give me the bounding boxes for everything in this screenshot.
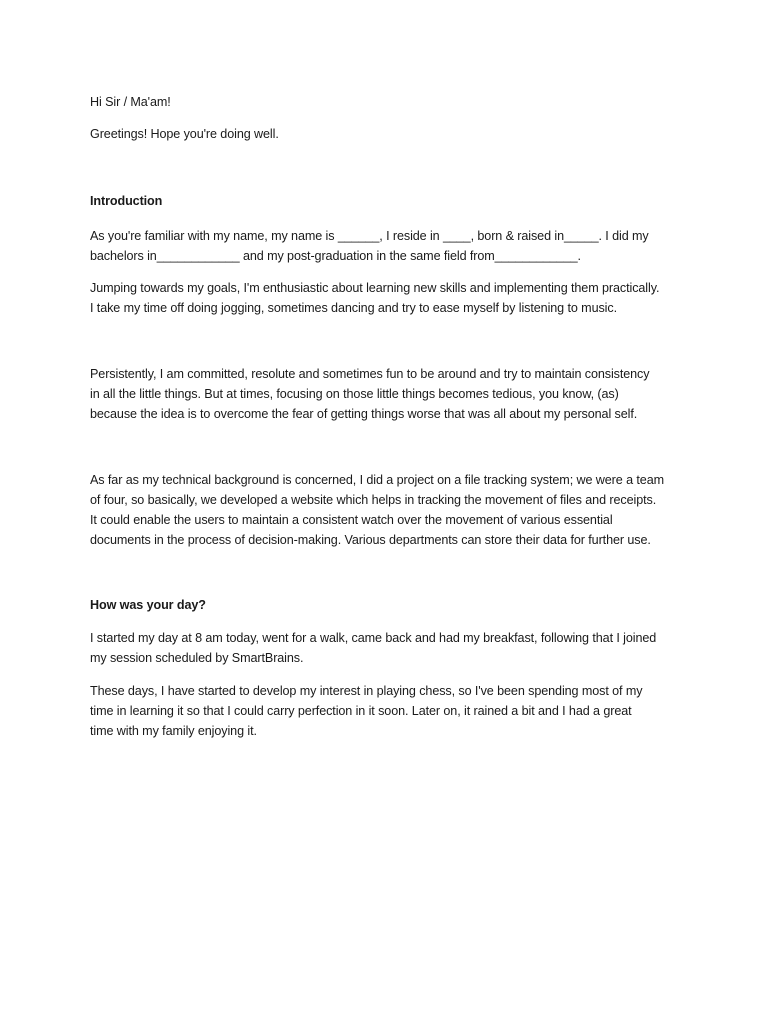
technical-paragraph-line: documents in the process of decision-making. Various departments can store their data for further use. [90,533,651,547]
salutation: Hi Sir / Ma'am! [90,95,171,109]
technical-paragraph-line: It could enable the users to maintain a consistent watch over the movement of various essential [90,513,613,527]
day-paragraph-line: my session scheduled by SmartBrains. [90,651,304,665]
introduction-heading: Introduction [90,194,163,208]
intro-paragraph-line: bachelors in____________ and my post-graduation in the same field from____________. [90,249,581,263]
day-paragraph-line: I started my day at 8 am today, went for a walk, came back and had my breakfast, following that I joined [90,631,657,645]
chess-paragraph-line: These days, I have started to develop my interest in playing chess, so I've been spending most of my [90,684,643,698]
chess-paragraph-line: time with my family enjoying it. [90,724,257,738]
persistence-paragraph-line: Persistently, I am committed, resolute and sometimes fun to be around and try to maintain consistency [90,367,650,381]
day-heading: How was your day? [90,598,206,612]
technical-paragraph-line: of four, so basically, we developed a website which helps in tracking the movement of files and receipts. [90,493,657,507]
persistence-paragraph-line: because the idea is to overcome the fear of getting things worse that was all about my personal self. [90,407,638,421]
intro-paragraph-line: As you're familiar with my name, my name is ______, I reside in ____, born & raised in_____. I did my [90,229,649,243]
chess-paragraph-line: time in learning it so that I could carry perfection in it soon. Later on, it rained a bit and I had a great [90,704,632,718]
technical-paragraph-line: As far as my technical background is concerned, I did a project on a file tracking system; we were a team [90,473,664,487]
greeting: Greetings! Hope you're doing well. [90,127,279,141]
persistence-paragraph-line: in all the little things. But at times, focusing on those little things becomes tedious, you know, (as) [90,387,619,401]
goals-paragraph-line: I take my time off doing jogging, sometimes dancing and try to ease myself by listening to music. [90,301,617,315]
goals-paragraph-line: Jumping towards my goals, I'm enthusiastic about learning new skills and implementing them practically. [90,281,660,295]
